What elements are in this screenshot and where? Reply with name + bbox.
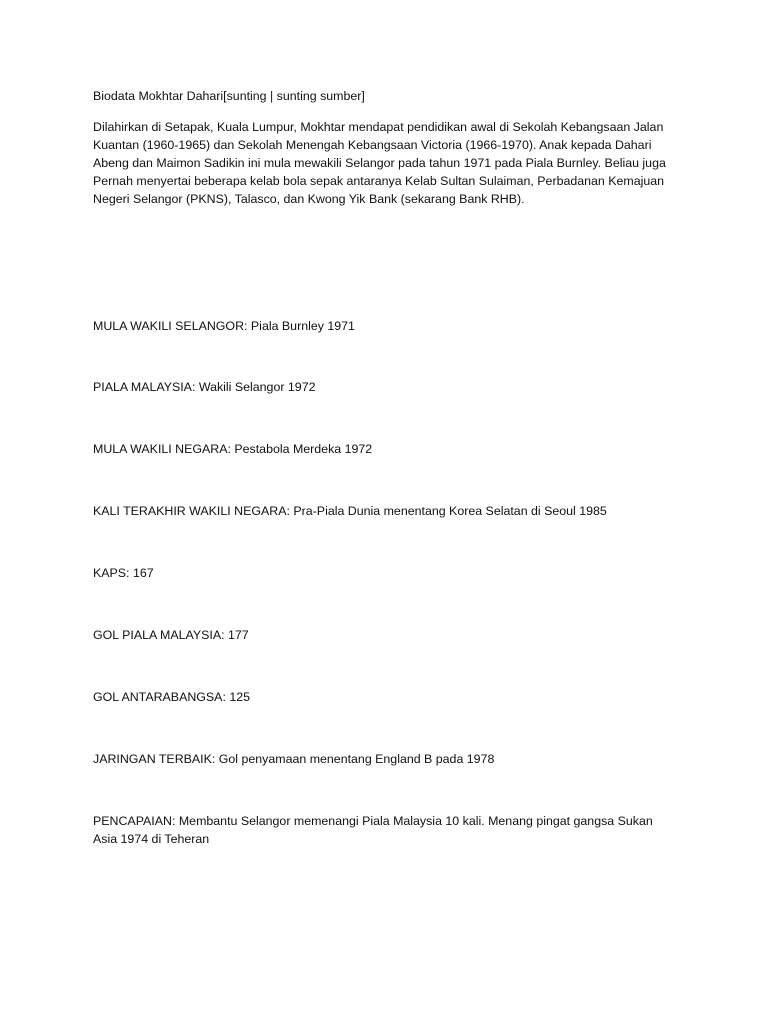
fact-jaringan-terbaik xyxy=(93,750,693,768)
fact-label: MULA WAKILI SELANGOR: xyxy=(93,319,248,333)
intro-paragraph: Dilahirkan di Setapak, Kuala Lumpur, Mokhtar mendapat pendidikan awal di Sekolah Kebangsaan Jalan Kuantan (1960-1965) dan Sekolah Menengah Kebangsaan Victoria (1966-1970). Anak kepada Dahari Abeng dan Maimon Sadikin ini mula mewakili Selangor pada tahun 1971 pada Piala Burnley. Beliau juga Pernah menyertai beberapa kelab bola sepak antaranya Kelab Sultan Sulaiman, Perbadanan Kemajuan Negeri Selangor (PKNS), Talasco, dan Kwong Yik Bank (sekarang Bank RHB). xyxy=(93,120,666,206)
fact-value: Piala Burnley 1971 xyxy=(250,319,355,333)
fact-label: JARINGAN TERBAIK: xyxy=(93,752,216,766)
fact-value: 177 xyxy=(228,628,249,642)
fact-label: PIALA MALAYSIA: xyxy=(93,380,196,394)
fact-label: MULA WAKILI NEGARA: xyxy=(93,442,231,456)
fact-label: KALI TERAKHIR WAKILI NEGARA: xyxy=(93,504,290,518)
fact-value: Pestabola Merdeka 1972 xyxy=(234,442,373,456)
fact-kali-terakhir-wakili-negara xyxy=(93,502,693,520)
fact-gol-antarabangsa xyxy=(93,688,693,706)
fact-label: PENCAPAIAN: xyxy=(93,814,176,828)
fact-label: KAPS: xyxy=(93,566,130,580)
fact-value: 125 xyxy=(229,690,251,704)
fact-label: GOL PIALA MALAYSIA: xyxy=(93,628,225,642)
fact-pencapaian xyxy=(93,812,678,848)
fact-value: Gol penyamaan menentang England B pada 1978 xyxy=(218,752,495,766)
fact-kaps xyxy=(93,564,693,582)
section-heading: Biodata Mokhtar Dahari[sunting | sunting sumber] xyxy=(93,89,365,103)
fact-gol-piala-malaysia xyxy=(93,626,693,644)
fact-value: 167 xyxy=(132,566,154,580)
fact-mula-wakili-selangor xyxy=(93,317,693,335)
fact-value: Pra-Piala Dunia menentang Korea Selatan di Seoul 1985 xyxy=(293,504,607,518)
fact-value: Membantu Selangor memenangi Piala Malaysia 10 kali. Menang pingat gangsa Sukan Asia 1974 di Teheran xyxy=(93,814,653,846)
fact-mula-wakili-negara xyxy=(93,440,693,458)
fact-piala-malaysia xyxy=(93,378,693,396)
fact-value: Wakili Selangor 1972 xyxy=(198,380,316,394)
fact-label: GOL ANTARABANGSA: xyxy=(93,690,226,704)
